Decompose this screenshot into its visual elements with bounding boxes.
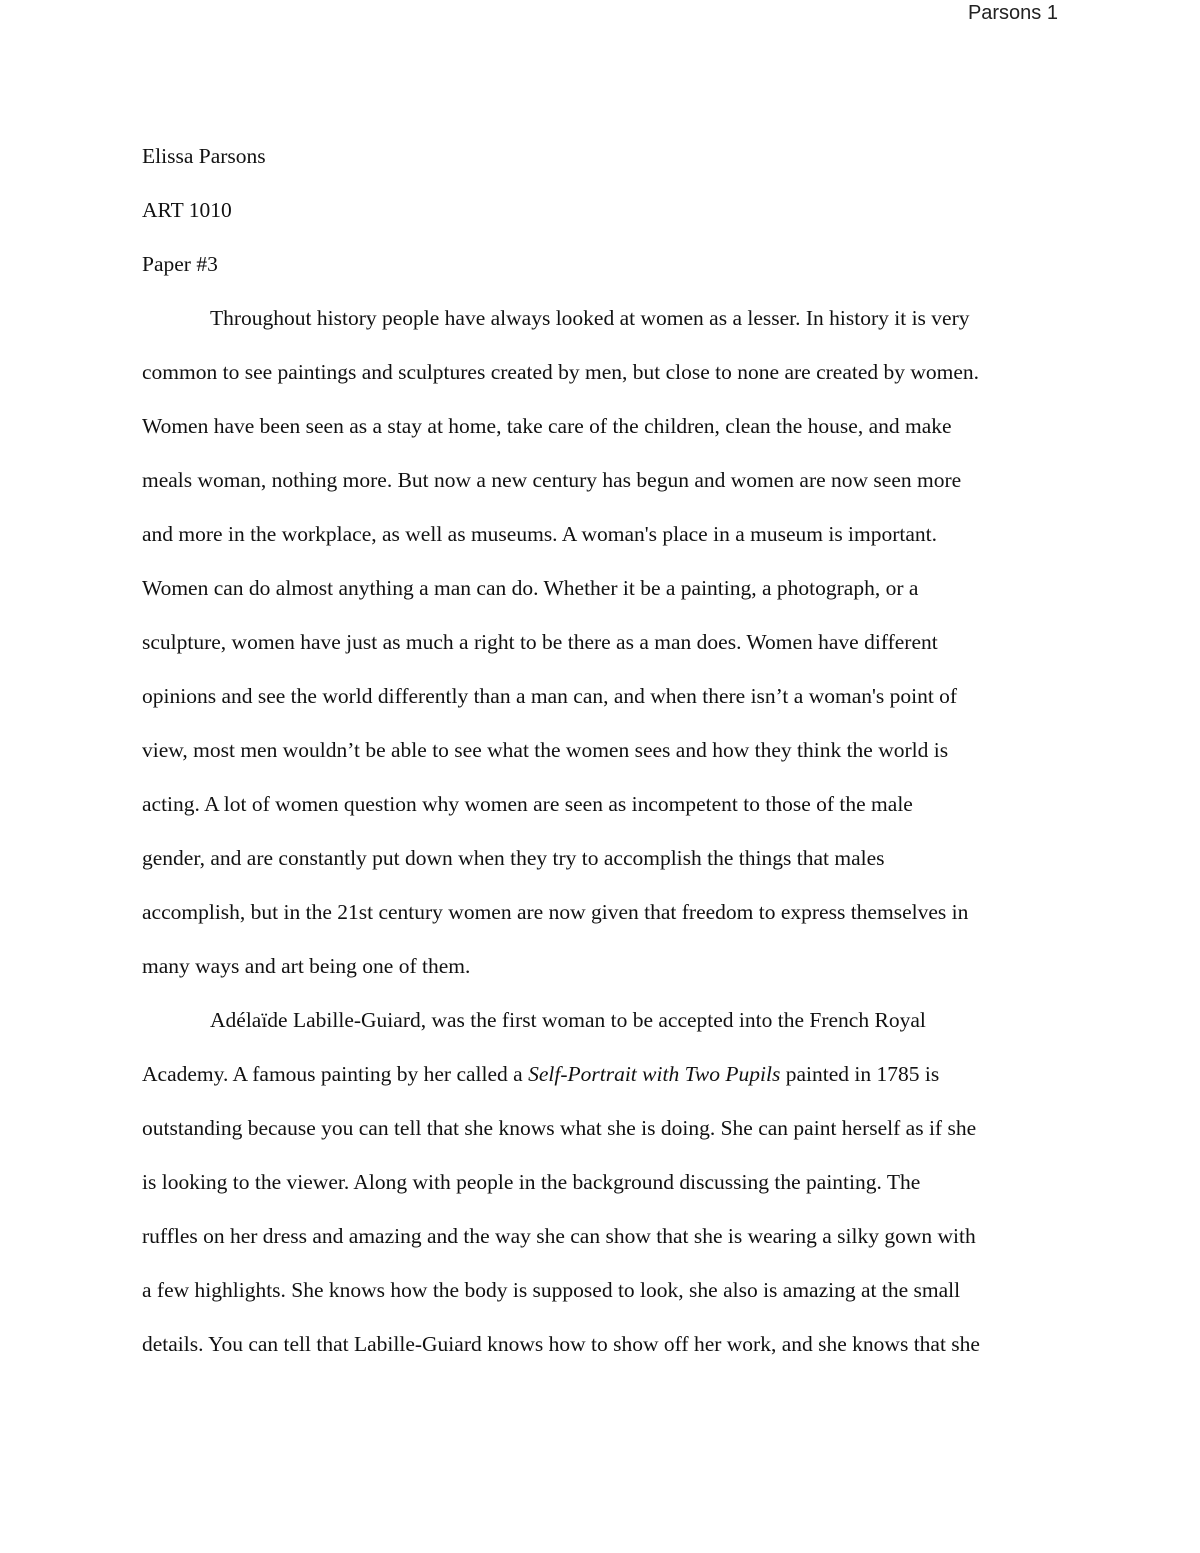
- paragraph-line: accomplish, but in the 21st century women are now given that freedom to express themselves in: [142, 900, 969, 924]
- text-run: Academy. A famous painting by her called a: [142, 1062, 529, 1086]
- paragraph-line: Adélaïde Labille-Guiard, was the first woman to be accepted into the French Royal: [210, 1008, 926, 1032]
- paragraph-line: acting. A lot of women question why women are seen as incompetent to those of the male: [142, 792, 913, 816]
- paragraph-1: [142, 291, 1062, 993]
- paragraph-line: ruffles on her dress and amazing and the way she can show that she is wearing a silky gown with: [142, 1224, 976, 1248]
- document-body: [142, 129, 1062, 1371]
- paragraph-line: Women can do almost anything a man can do. Whether it be a painting, a photograph, or a: [142, 576, 919, 600]
- paragraph-line: gender, and are constantly put down when they try to accomplish the things that males: [142, 846, 885, 870]
- paragraph-line: [142, 1047, 1062, 1101]
- paragraph-line: and more in the workplace, as well as museums. A woman's place in a museum is important.: [142, 522, 938, 546]
- course-number: ART 1010: [142, 198, 232, 222]
- artwork-title: Self-Portrait with Two Pupils: [528, 1062, 781, 1086]
- assignment-title: Paper #3: [142, 252, 218, 276]
- paragraph-line: view, most men wouldn’t be able to see what the women sees and how they think the world is: [142, 738, 949, 762]
- paragraph-2: [142, 993, 1062, 1371]
- paragraph-line: outstanding because you can tell that she knows what she is doing. She can paint herself as if she: [142, 1116, 977, 1140]
- paragraph-line: Women have been seen as a stay at home, take care of the children, clean the house, and make: [142, 414, 952, 438]
- paragraph-line: meals woman, nothing more. But now a new century has begun and women are now seen more: [142, 468, 962, 492]
- paragraph-line: opinions and see the world differently than a man can, and when there isn’t a woman's point of: [142, 684, 958, 708]
- running-head: Parsons 1: [967, 2, 1058, 24]
- author-name: Elissa Parsons: [142, 144, 266, 168]
- paragraph-line: Throughout history people have always looked at women as a lesser. In history it is very: [210, 306, 970, 330]
- paragraph-line: details. You can tell that Labille-Guiard knows how to show off her work, and she knows that she: [142, 1332, 980, 1356]
- paragraph-line: common to see paintings and sculptures created by men, but close to none are created by women.: [142, 360, 980, 384]
- text-run: painted in 1785 is: [780, 1062, 940, 1086]
- paragraph-line: a few highlights. She knows how the body is supposed to look, she also is amazing at the small: [142, 1278, 961, 1302]
- paragraph-line: is looking to the viewer. Along with people in the background discussing the painting. The: [142, 1170, 921, 1194]
- paragraph-line: sculpture, women have just as much a right to be there as a man does. Women have different: [142, 630, 938, 654]
- paragraph-line: many ways and art being one of them.: [142, 954, 471, 978]
